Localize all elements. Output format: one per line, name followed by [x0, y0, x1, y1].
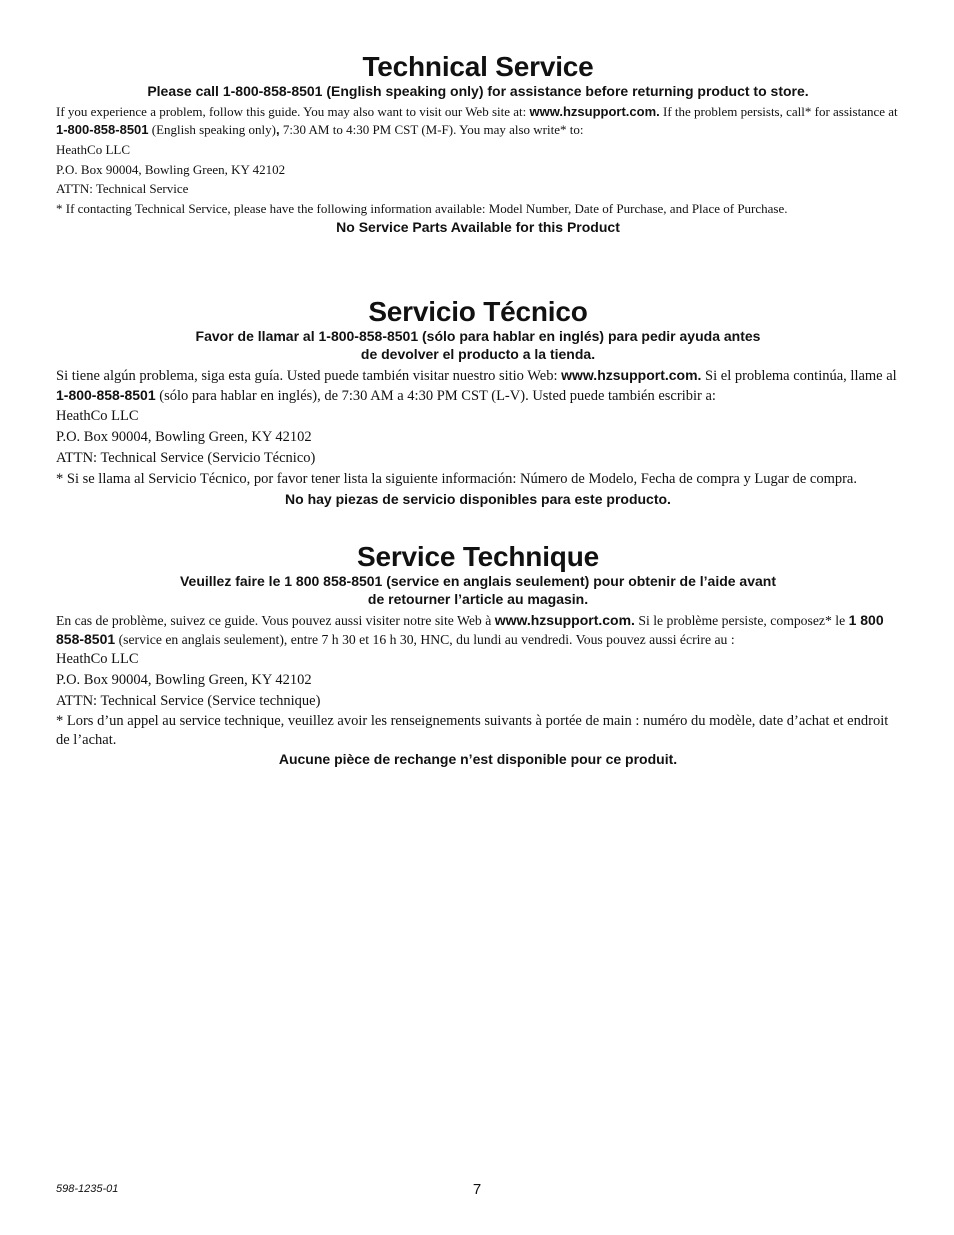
call-instructions-line1: Favor de llamar al 1-800-858-8501 (sólo para hablar en inglés) para pedir ayuda antes: [195, 328, 761, 344]
document-code: 598-1235-01: [56, 1183, 119, 1195]
no-parts-notice: No Service Parts Available for this Product: [336, 219, 620, 235]
intro-paragraph: En cas de problème, suivez ce guide. Vous pouvez aussi visiter notre site Web à www.hzsupport.com. Si le problème persiste, composez* le 1 800 858-8501 (service en anglais seulement), entre 7 h 30 et 16 h 30, HNC, du lundi au vendredi. Vous pouvez aussi écrire au :: [56, 612, 884, 647]
phone-number: 1-800-858-8501: [56, 387, 156, 403]
page-number: 7: [472, 1181, 482, 1198]
address-attn: ATTN: Technical Service: [56, 181, 189, 196]
contact-note: * Si se llama al Servicio Técnico, por favor tener lista la siguiente información: Número de Modelo, Fecha de compra y Lugar de compra.: [56, 471, 857, 487]
no-parts-notice: No hay piezas de servicio disponibles para este producto.: [285, 491, 671, 507]
section-english: [56, 52, 900, 236]
address-company: HeathCo LLC: [56, 408, 139, 424]
call-instructions-line1: Veuillez faire le 1 800 858-8501 (service en anglais seulement) pour obtenir de l’aide avant: [179, 573, 777, 589]
intro-paragraph: Si tiene algún problema, siga esta guía. Usted puede también visitar nuestro sitio Web: www.hzsupport.com. Si el problema continúa, llame al 1-800-858-8501 (sólo para hablar en inglés), de 7:30 AM a 4:30 PM CST (L-V). Usted puede también escribir a:: [56, 367, 897, 404]
address-company: HeathCo LLC: [56, 142, 131, 157]
title-service-technique: Service Technique: [357, 541, 599, 572]
address-po-box: P.O. Box 90004, Bowling Green, KY 42102: [56, 161, 286, 177]
address-po-box: P.O. Box 90004, Bowling Green, KY 42102: [56, 429, 312, 445]
address-company: HeathCo LLC: [56, 651, 139, 667]
address-attn: ATTN: Technical Service (Service technique): [56, 693, 321, 709]
call-instructions-line2: de retourner l’article au magasin.: [367, 591, 589, 607]
contact-note: * If contacting Technical Service, please have the following information available: Model Number, Date of Purchase, and Place of Purchase.: [56, 200, 788, 216]
address-attn: ATTN: Technical Service (Servicio Técnico): [56, 450, 316, 466]
intro-paragraph: If you experience a problem, follow this guide. You may also want to visit our Web site at: www.hzsupport.com. If the problem persists, call* for assistance at 1-800-858-8501 (English speaking only), 7:30 AM to 4:30 PM CST (M-F). You may also write* to:: [56, 104, 898, 137]
title-servicio-tecnico: Servicio Técnico: [368, 296, 588, 327]
no-parts-notice: Aucune pièce de rechange n’est disponible pour ce produit.: [278, 751, 678, 767]
website-link[interactable]: www.hzsupport.com.: [529, 104, 660, 119]
address-po-box: P.O. Box 90004, Bowling Green, KY 42102: [56, 672, 312, 688]
phone-number: 1 800 858-8501: [56, 612, 884, 647]
call-instructions-line2: de devolver el producto a la tienda.: [360, 346, 596, 362]
section-french: [56, 542, 900, 768]
website-link[interactable]: www.hzsupport.com.: [561, 367, 702, 383]
website-link[interactable]: www.hzsupport.com.: [494, 612, 635, 628]
phone-number: 1-800-858-8501: [56, 122, 149, 137]
contact-note: * Lors d’un appel au service technique, veuillez avoir les renseignements suivants à portée de main : numéro du modèle, date d’achat et endroit de l’achat.: [56, 713, 889, 748]
section-spanish: [56, 297, 900, 508]
title-technical-service: Technical Service: [362, 51, 594, 82]
call-instructions: Please call 1-800-858-8501 (English speaking only) for assistance before returning product to store.: [147, 83, 809, 99]
